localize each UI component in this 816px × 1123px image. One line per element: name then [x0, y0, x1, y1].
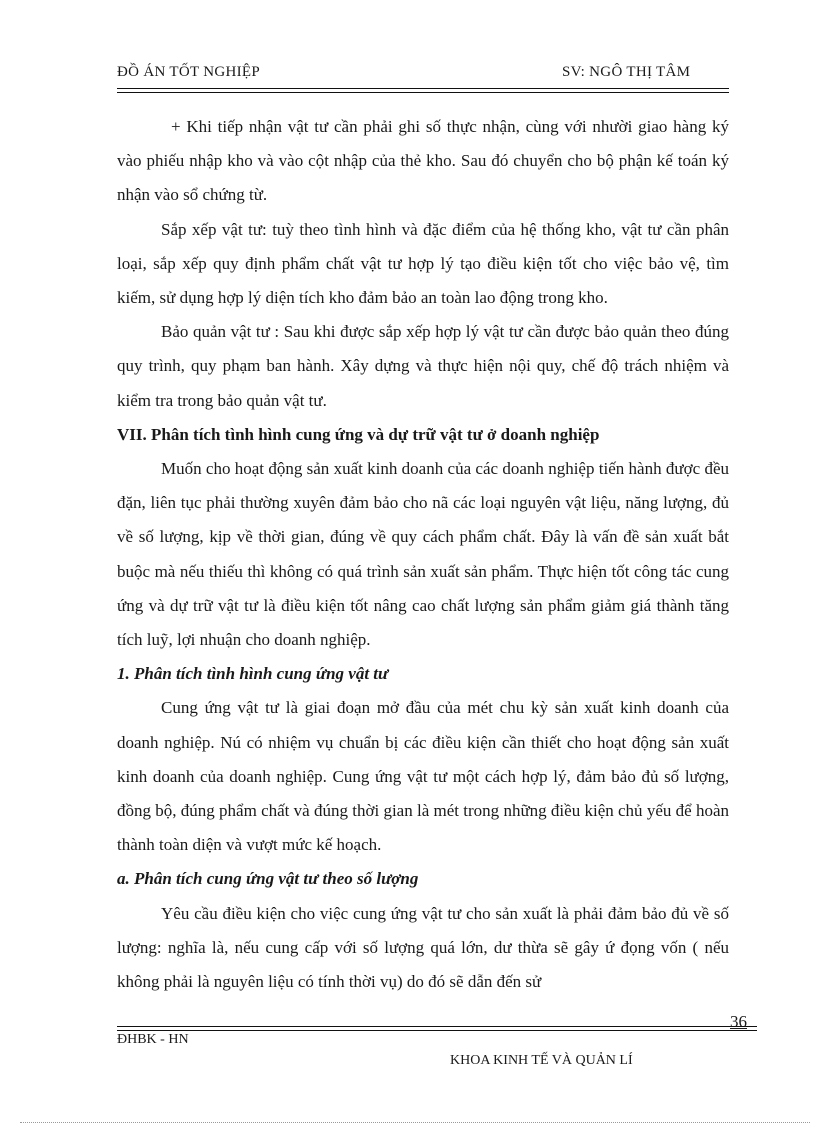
header-rule-bottom — [117, 92, 729, 93]
header-title: ĐỒ ÁN TỐT NGHIỆP — [117, 64, 260, 80]
footer-rule-top — [117, 1026, 757, 1027]
subsection-heading: 1. Phân tích tình hình cung ứng vật tư — [117, 664, 389, 684]
subsection-heading: a. Phân tích cung ứng vật tư theo số lượng — [117, 869, 419, 889]
paragraph: Sắp xếp vật tư: tuỳ theo tình hình và đặc điểm của hệ thống kho, vật tư cần phân loại, sắp xếp quy định phẩm chất vật tư hợp lý tạo điều kiện tốt cho việc bảo vệ, tìm kiếm, sử dụng hợp lý diện tích kho đảm bảo an toàn lao động trong kho. — [117, 219, 729, 308]
paragraph: Cung ứng vật tư là giai đoạn mở đầu của mét chu kỳ sản xuất kinh doanh của doanh nghiệp. Nú có nhiệm vụ chuẩn bị các điều kiện cần thiết cho hoạt động sản xuất kinh doanh của doanh nghiệp. Cung ứng vật tư một cách hợp lý, đảm bảo đủ số lượng, đồng bộ, đúng phẩm chất và đúng thời gian là mét trong những điều kiện chủ yếu để hoàn thành toàn diện và vượt mức kế hoạch. — [117, 698, 729, 855]
page-number: 36 — [730, 1012, 747, 1031]
document-body — [117, 110, 729, 999]
paragraph: Bảo quản vật tư : Sau khi được sắp xếp hợp lý vật tư cần được bảo quản theo đúng quy trình, quy phạm ban hành. Xây dựng và thực hiện nội quy, chế độ trách nhiệm và kiểm tra trong bảo quản vật tư. — [117, 322, 729, 410]
footer-university: ĐHBK - HN — [117, 1032, 189, 1047]
header-student: SV: NGÔ THỊ TÂM — [562, 64, 691, 80]
footer-faculty: KHOA KINH TẾ VÀ QUẢN LÍ — [450, 1053, 633, 1068]
section-heading: VII. Phân tích tình hình cung ứng và dự trữ vật tư ở doanh nghiệp — [117, 424, 600, 444]
header-rule-top — [117, 88, 729, 89]
paragraph: Yêu cầu điều kiện cho việc cung ứng vật tư cho sản xuất là phải đảm bảo đủ về số lượng: nghĩa là, nếu cung cấp với số lượng quá lớn, dư thừa sẽ gây ứ đọng vốn ( nếu không phải là nguyên liệu có tính thời vụ) do đó sẽ dẫn đến sử — [117, 903, 729, 992]
paragraph: Muốn cho hoạt động sản xuất kinh doanh của các doanh nghiệp tiến hành được đều đặn, liên tục phải thường xuyên đảm bảo cho nã các loại nguyên vật liệu, năng lượng, đủ về số lượng, kịp về thời gian, đúng về quy cách phẩm chất. Đây là vấn đề sản xuất bắt buộc mà nếu thiếu thì không có quá trình sản xuất sản phẩm. Thực hiện tốt công tác cung ứng và dự trữ vật tư là điều kiện tốt nâng cao chất lượng sản phẩm giảm giá thành tăng tích luỹ, lợi nhuận cho doanh nghiệp. — [117, 459, 729, 650]
footer-rule-bottom — [117, 1030, 757, 1031]
paragraph: + Khi tiếp nhận vật tư cần phải ghi số thực nhận, cùng với nhười giao hàng ký vào phiếu nhập kho và vào cột nhập của thẻ kho. Sau đó chuyển cho bộ phận kế toán ký nhận vào sổ chứng từ. — [117, 117, 729, 205]
